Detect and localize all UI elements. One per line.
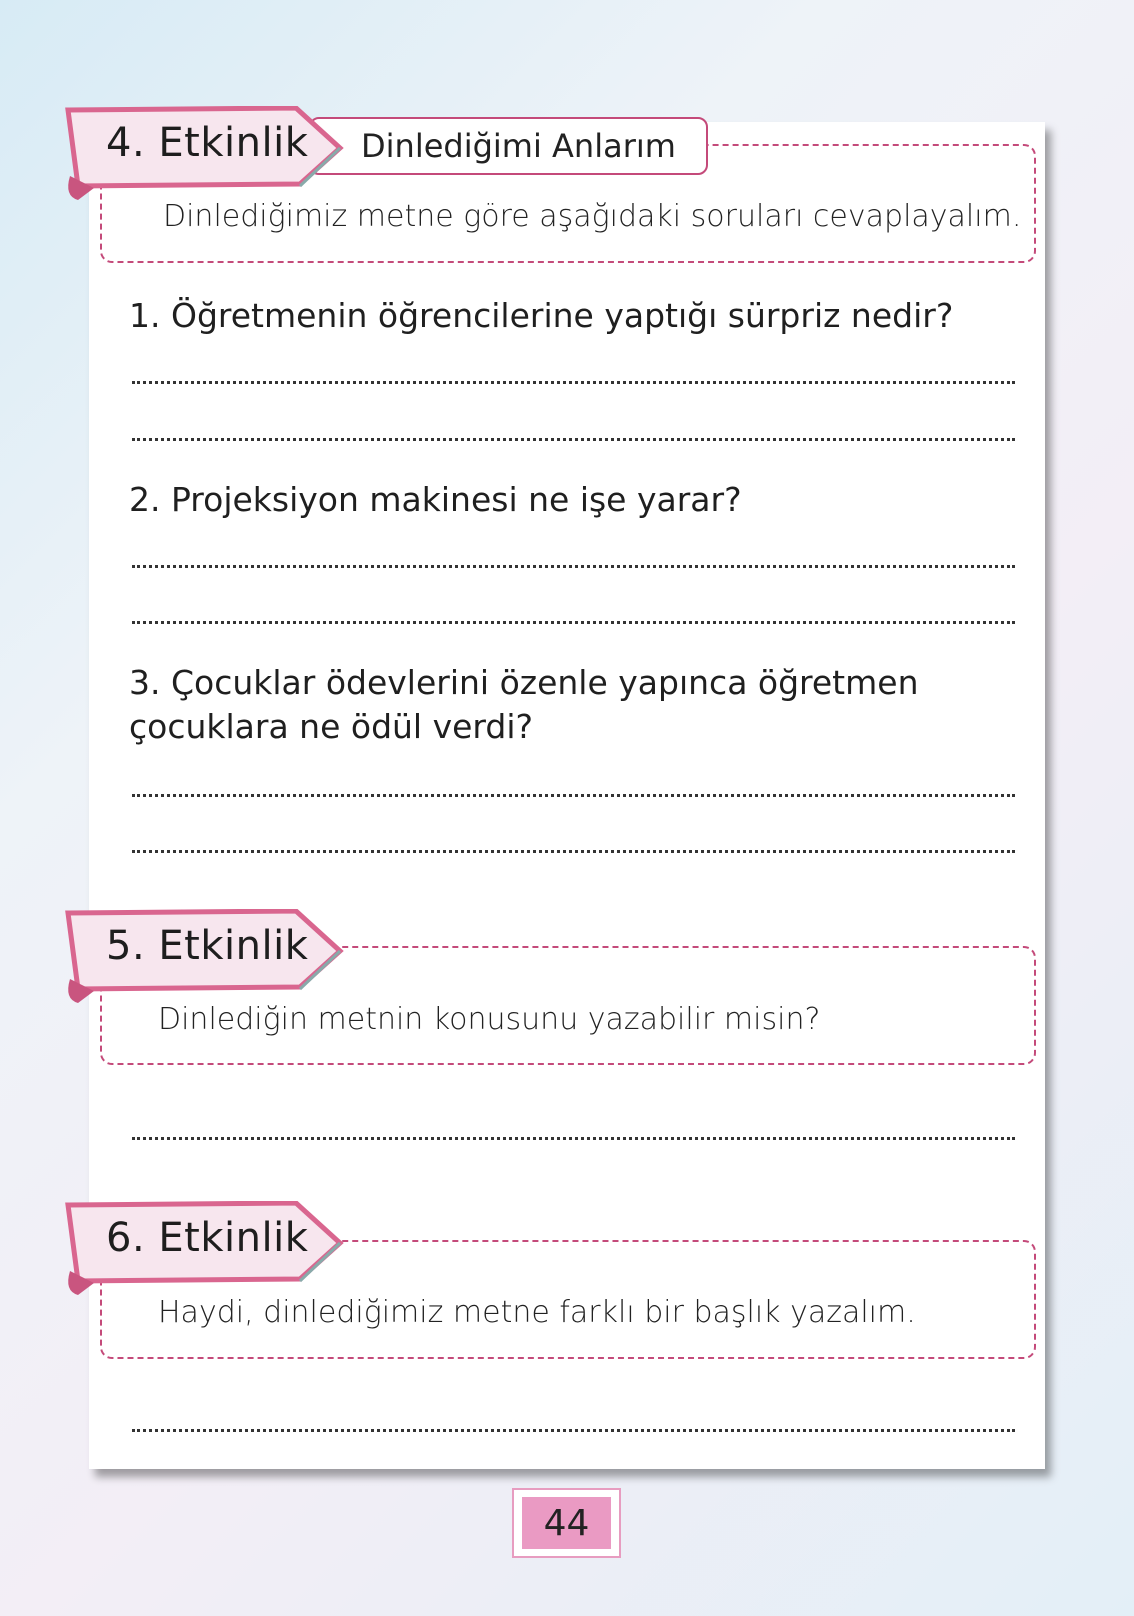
- question-3-line-1: 3. Çocuklar ödevlerini özenle yapınca öğretmen: [129, 663, 919, 702]
- answer-line[interactable]: [132, 1137, 1015, 1140]
- answer-line[interactable]: [132, 1429, 1015, 1432]
- activity6-label: 6. Etkinlik: [106, 1215, 309, 1261]
- activity4-instruction: Dinlediğimiz metne göre aşağıdaki soruları cevaplayalım.: [163, 199, 1022, 234]
- answer-line[interactable]: [132, 621, 1015, 624]
- question-1: 1. Öğretmenin öğrencilerine yaptığı sürpriz nedir?: [129, 296, 954, 335]
- activity6-ribbon: [64, 1201, 342, 1296]
- question-2: 2. Projeksiyon makinesi ne işe yarar?: [129, 480, 742, 519]
- activity4-title: Dinlediğimi Anlarım: [361, 127, 676, 165]
- answer-line[interactable]: [132, 381, 1015, 384]
- activity5-instruction: Dinlediğin metnin konusunu yazabilir misin?: [158, 1002, 821, 1037]
- activity4-title-box: [309, 117, 708, 175]
- activity5-ribbon: [64, 909, 342, 1004]
- page-number: 44: [543, 1502, 590, 1544]
- answer-line[interactable]: [132, 794, 1015, 797]
- question-3-line-2: çocuklara ne ödül verdi?: [129, 707, 534, 746]
- answer-line[interactable]: [132, 850, 1015, 853]
- activity6-instruction: Haydi, dinlediğimiz metne farklı bir başlık yazalım.: [158, 1295, 916, 1330]
- activity5-label: 5. Etkinlik: [106, 923, 309, 969]
- answer-line[interactable]: [132, 438, 1015, 441]
- activity4-label: 4. Etkinlik: [106, 120, 309, 166]
- answer-line[interactable]: [132, 565, 1015, 568]
- page-number-badge: [512, 1488, 621, 1558]
- activity4-ribbon: [64, 106, 342, 201]
